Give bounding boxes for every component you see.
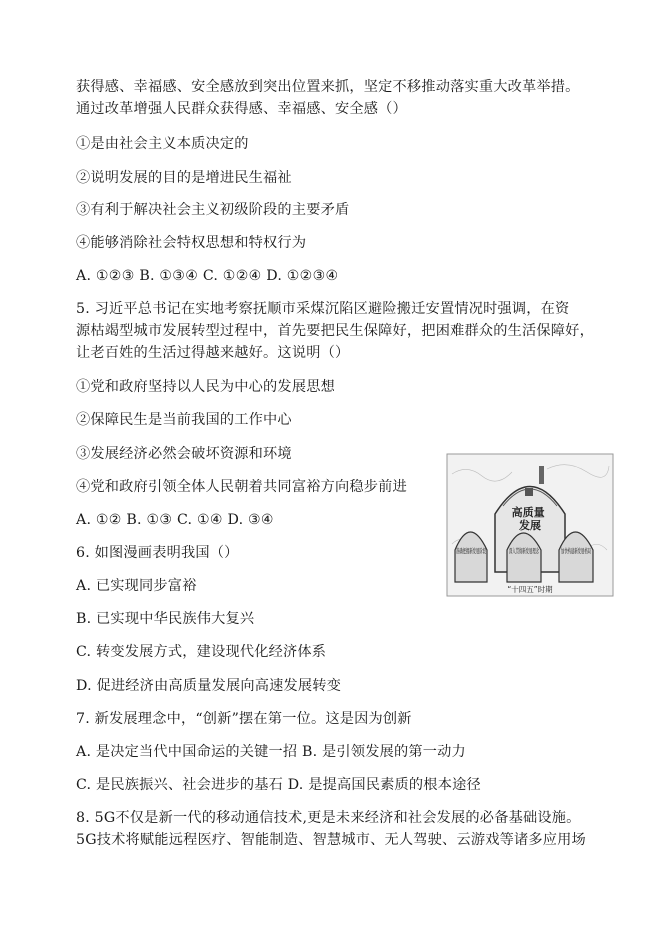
answers-q4: A. ①②③ B. ①③④ C. ①②④ D. ①②③④ (76, 268, 339, 284)
question-8-line-1: 8. 5G不仅是新一代的移动通信技术,更是未来经济和社会发展的必备基础设施。 (76, 810, 581, 826)
option-3: ③有利于解决社会主义初级阶段的主要矛盾 (76, 202, 350, 218)
option-q5-2: ②保障民生是当前我国的工作中心 (76, 412, 292, 428)
answer-q6-c: C. 转变发展方式，建设现代化经济体系 (76, 644, 327, 660)
cartoon-caption: “十四五”时期 (507, 585, 553, 594)
answers-q7-cd: C. 是民族振兴、社会进步的基石 D. 是提高国民素质的根本途径 (76, 777, 481, 793)
option-4: ④能够消除社会特权思想和特权行为 (76, 235, 307, 251)
cartoon-main-label: 高质量 发展 (511, 506, 545, 532)
answers-q5: A. ①② B. ①③ C. ①④ D. ③④ (76, 512, 274, 528)
cartoon-illustration (447, 454, 620, 596)
option-1: ①是由社会主义本质决定的 (76, 136, 249, 152)
text-line-1: 获得感、幸福感、安全感放到突出位置来抓，坚定不移推动落实重大改革举措。 (76, 79, 580, 95)
option-q5-3: ③发展经济必然会破坏资源和环境 (76, 446, 292, 462)
answers-q7-ab: A. 是决定当代中国命运的关键一招 B. 是引领发展的第一动力 (76, 744, 466, 760)
question-5-line-3: 让老百姓的生活过得越来越好。这说明（） (76, 345, 350, 361)
question-5-line-1: 5. 习近平总书记在实地考察抚顺市采煤沉陷区避险搬迁安置情况时强调，在资 (76, 301, 570, 317)
answer-q6-b: B. 已实现中华民族伟大复兴 (76, 611, 255, 627)
cartoon-pillar-right: 加快构建新发展格局 (561, 547, 620, 555)
cartoon-pillar-left: 准确把握新发展阶段 (456, 547, 515, 555)
answer-q6-a: A. 已实现同步富裕 (76, 578, 197, 594)
question-6: 6. 如图漫画表明我国（） (76, 545, 239, 561)
answer-q6-d: D. 促进经济由高质量发展向高速发展转变 (76, 678, 342, 694)
option-2: ②说明发展的目的是增进民生福祉 (76, 170, 292, 186)
option-q5-4: ④党和政府引领全体人民朝着共同富裕方向稳步前进 (76, 479, 407, 495)
question-5-line-2: 源枯竭型城市发展转型过程中，首先要把民生保障好，把困难群众的生活保障好， (76, 323, 594, 339)
text-line-2: 通过改革增强人民群众获得感、幸福感、安全感（） (76, 101, 407, 117)
question-8-line-2: 5G技术将赋能远程医疗、智能制造、智慧城市、无人驾驶、云游戏等诸多应用场 (76, 832, 586, 848)
option-q5-1: ①党和政府坚持以人民为中心的发展思想 (76, 379, 335, 395)
cartoon-pillar-middle: 深入贯彻新发展理念 (509, 547, 568, 555)
question-7: 7. 新发展理念中，“创新”摆在第一位。这是因为创新 (76, 711, 412, 727)
